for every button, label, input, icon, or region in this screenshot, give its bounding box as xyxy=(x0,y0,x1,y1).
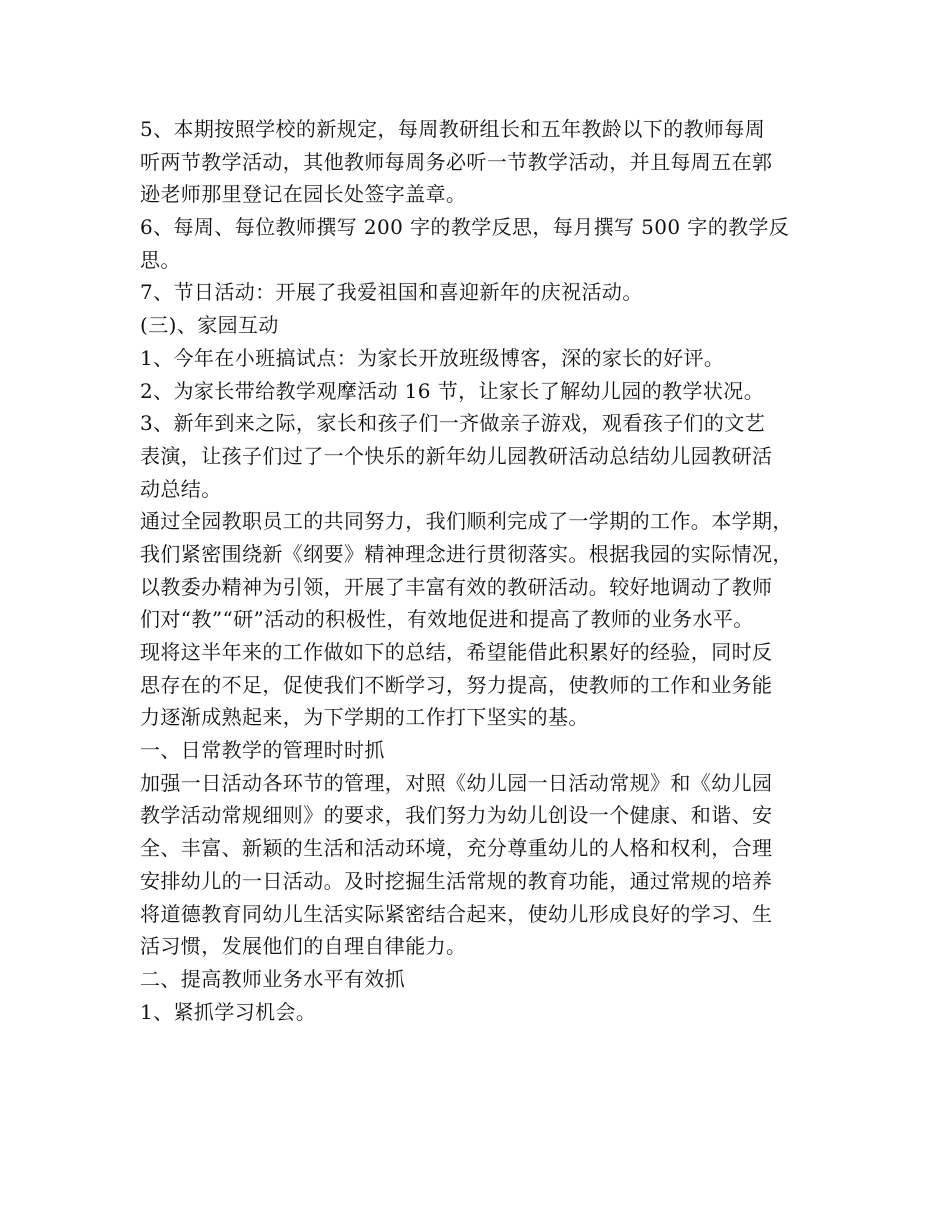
text-line: 安排幼儿的一日活动。及时挖掘生活常规的教育功能，通过常规的培养 xyxy=(140,868,773,893)
text-line: 思。 xyxy=(140,247,181,272)
text-line: 教学活动常规细则》的要求，我们努力为幼儿创设一个健康、和谐、安 xyxy=(140,803,773,828)
text-line: 7、节日活动：开展了我爱祖国和喜迎新年的庆祝活动。 xyxy=(140,280,643,305)
text-line: 将道德教育同幼儿生活实际紧密结合起来，使幼儿形成良好的学习、生 xyxy=(140,901,773,926)
document-page xyxy=(140,113,830,1028)
text-line: 以教委办精神为引领，开展了丰富有效的教研活动。较好地调动了教师 xyxy=(140,574,773,599)
text-line: 表演，让孩子们过了一个快乐的新年幼儿园教研活动总结幼儿园教研活 xyxy=(140,443,773,468)
section-heading: 二、提高教师业务水平有效抓 xyxy=(140,966,406,991)
text-line: 通过全园教职员工的共同努力，我们顺利完成了一学期的工作。本学期， xyxy=(140,509,793,534)
text-line: 全、丰富、新颖的生活和活动环境，充分尊重幼儿的人格和权利，合理 xyxy=(140,836,773,861)
text-line: 动总结。 xyxy=(140,476,222,501)
text-line: 1、紧抓学习机会。 xyxy=(140,999,317,1024)
text-line: 活习惯，发展他们的自理自律能力。 xyxy=(140,934,467,959)
section-heading: 一、日常教学的管理时时抓 xyxy=(140,738,385,763)
text-line: 我们紧密围绕新《纲要》精神理念进行贯彻落实。根据我园的实际情况， xyxy=(140,541,793,566)
text-line: 思存在的不足，促使我们不断学习，努力提高，使教师的工作和业务能 xyxy=(140,672,773,697)
text-line: 6、每周、每位教师撰写 200 字的教学反思，每月撰写 500 字的教学反 xyxy=(140,215,790,240)
text-line: 2、为家长带给教学观摩活动 16 节，让家长了解幼儿园的教学状况。 xyxy=(140,378,765,403)
section-heading: (三)、家园互动 xyxy=(140,313,279,338)
text-line: 1、今年在小班搞试点：为家长开放班级博客，深的家长的好评。 xyxy=(140,345,725,370)
text-line: 们对“教”“研”活动的积极性，有效地促进和提高了教师的业务水平。 xyxy=(140,607,754,632)
text-line: 现将这半年来的工作做如下的总结，希望能借此积累好的经验，同时反 xyxy=(140,640,773,664)
text-line: 听两节教学活动，其他教师每周务必听一节教学活动，并且每周五在郭 xyxy=(140,149,773,174)
text-line: 加强一日活动各环节的管理，对照《幼儿园一日活动常规》和《幼儿园 xyxy=(140,770,773,795)
text-line: 力逐渐成熟起来，为下学期的工作打下坚实的基。 xyxy=(140,705,589,730)
text-line: 逊老师那里登记在园长处签字盖章。 xyxy=(140,182,467,207)
text-line: 5、本期按照学校的新规定，每周教研组长和五年教龄以下的教师每周 xyxy=(140,117,766,141)
text-line: 3、新年到来之际，家长和孩子们一齐做亲子游戏，观看孩子们的文艺 xyxy=(140,411,766,436)
